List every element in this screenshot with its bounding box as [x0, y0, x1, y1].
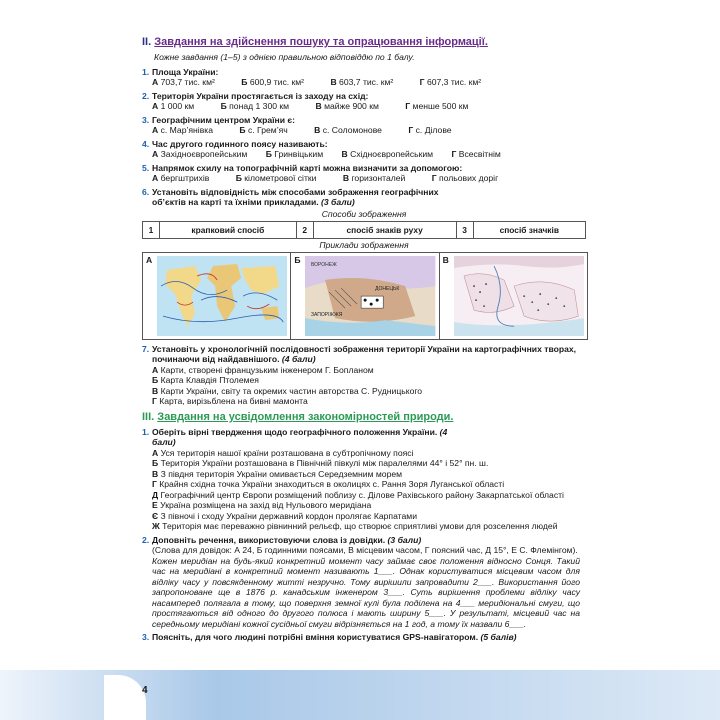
question-3-1: 1. Оберіть вірні твердження щодо географічного положення України. (4 бали) А Уся територія нашої країни розташована в субтропічному поясі Б Територія України розташована в Північній півкулі між паралелями 44° і 52° пн. ш. В З півдня територія України омивається Середземним морем Г Крайня східна точка України знаходиться в околицях с. Рання Зоря Луганської області Д Географічний центр Європи розміщений поблизу с. Ділове Рахівського району Закарпатської області Е Україна розміщена на захід від Нульового меридіана Є З півночі і сходу України державний кордон пролягає Карпатами Ж Територія має переважно рівнинний рельєф, що створює сприятливі умови для розселення людей — [142, 427, 580, 532]
map-examples — [142, 252, 588, 340]
question-2: 2. Територія України простягається із заходу на схід: А 1 000 км Б понад 1 300 км В майже 900 км Г менше 500 км — [142, 91, 580, 112]
map-example-b: Б ВОРОНЕЖ ДОНЕЦЬК ЗАПОРІЖЖЯ — [291, 253, 439, 339]
examples-caption: Приклади зображення — [319, 240, 409, 251]
section-2-title: II. Завдання на здійснення пошуку та опрацювання інформації. — [142, 36, 488, 48]
question-7-items: А Карти, створені французьким інженером Г. Бопланом Б Карта Клавдія Птолемея В Карти України, світу та окремих частин авторства С. Рудницького Г Карта, вирізьблена на бивні мамонта — [152, 364, 423, 407]
donetsk-region-map — [305, 256, 435, 336]
map-example-c: В — [440, 253, 587, 339]
question-7: 7. Установіть у хронологічній послідовності зображення території України на картографічних творах, починаючи від найдавнішого. (4 бали) А Карти, створені французьким інженером Г. Бопланом Б Карта Клавдія Птолемея В Карти України, світу та окремих частин авторства С. Рудницького Г Карта, вирізьблена на бивні мамонта — [142, 344, 580, 407]
question-1-options: А 703,7 тис. км² Б 600,9 тис. км² В 603,7 тис. км² Г 607,3 тис. км² — [152, 77, 482, 88]
question-3-options: А с. Мар’янівка Б с. Грем’яч В с. Соломонове Г с. Ділове — [152, 125, 452, 136]
methods-table: 1 крапковий спосіб 2 спосіб знаків руху 3 спосіб значків — [142, 221, 586, 239]
svg-text:ЗАПОРІЖЖЯ: ЗАПОРІЖЖЯ — [311, 311, 343, 318]
question-3-2-words: (Слова для довідок: А 24, Б годинними поясами, В місцевим часом, Г поясний час, Д 15°, Е С. Флемінгом). — [152, 545, 578, 556]
svg-text:ВОРОНЕЖ: ВОРОНЕЖ — [311, 261, 338, 268]
dot-density-map — [454, 256, 584, 336]
question-2-options: А 1 000 км Б понад 1 300 км В майже 900 км Г менше 500 км — [152, 101, 469, 112]
methods-caption: Способи зображення — [321, 208, 407, 219]
page-number: 4 — [104, 675, 146, 720]
question-3-1-items: А Уся територія нашої країни розташована в субтропічному поясі Б Територія України розташована в Північній півкулі між паралелями 44° і 52° пн. ш. В З півдня територія України омивається Середземним морем Г Крайня східна точка України знаходиться в околицях с. Рання Зоря Луганської області Д Географічний центр Європи розміщений поблизу с. Ділове Рахівського району Закарпатської області Е Україна розміщена на захід від Нульового меридіана Є З півночі і сходу України державний кордон пролягає Карпатами Ж Територія має переважно рівнинний рельєф, що створює сприятливі умови для розселення людей — [152, 447, 564, 532]
question-5: 5. Напрямок схилу на топографічній карті можна визначити за допомогою: А бергштрихів Б кілометрової сітки В горизонталей Г польових доріг — [142, 163, 580, 184]
section-2-intro: Кожне завдання (1–5) з однією правильною відповіддю по 1 балу. — [154, 52, 415, 63]
world-currents-map — [157, 256, 287, 336]
content — [142, 36, 580, 646]
section-3-title: III. Завдання на усвідомлення закономірностей природи. — [142, 410, 454, 423]
question-3-2-paragraph: Кожен меридіан на будь-який конкретний момент часу займає своє положення відносно Сонця. Такий час на меридіані в конкретний момент називають 1___. Однак користуватися місцевим часом для відліку часу у повсякденному житті незручно. Тому вирішили запровадити 2___. Використання його запропоноване ще в 1876 р. канадським інженером 3___. Суть вирішення проблеми відліку часу насамперед полягала в тому, що поверхня земної кулі була поділена на 4___ меридіональні смуги, що простягаються від одного до другого полюса і мають ширину 5___. У результаті, місцевий час на середньому меридіані кожної сусідньої смуги відрізняється на 1 год, а тому їх назвали 6___. — [152, 555, 580, 629]
question-3-3: 3. Поясніть, для чого людині потрібні вміння користуватися GPS-навігатором. (5 балів) — [142, 632, 517, 643]
question-4-options: А Західноєвропейським Б Гринвіцьким В Східноєвропейським Г Всесвітнім — [152, 149, 501, 160]
question-1: 1. Площа України: А 703,7 тис. км² Б 600,9 тис. км² В 603,7 тис. км² Г 607,3 тис. км² — [142, 67, 580, 88]
svg-text:ДОНЕЦЬК: ДОНЕЦЬК — [375, 285, 400, 292]
question-6: 6. Установіть відповідність між способами зображення географічних об’єктів на карті та їхніми прикладами. (3 бали) Способи зображення 1 крапковий спосіб 2 спосіб знаків руху 3 спосіб значків Приклади зображення А Б ВОРОНЕЖ ДОНЕЦЬК ЗАПОРІЖЖЯ В — [142, 187, 580, 340]
question-4: 4. Час другого годинного поясу називають: А Західноєвропейським Б Гринвіцьким В Східноєвропейським Г Всесвітнім — [142, 139, 580, 160]
question-3-2: 2. Доповніть речення, використовуючи слова із довідки. (3 бали) (Слова для довідок: А 24, Б годинними поясами, В місцевим часом, Г поясний час, Д 15°, Е С. Флемінгом). Кожен меридіан на будь-який конкретний момент часу займає своє положення відносно Сонця. Такий час на меридіані в конкретний момент називають 1___. Однак користуватися місцевим часом для відліку часу у повсякденному житті незручно. Тому вирішили запровадити 2___. Використання його запропоноване ще в 1876 р. канадським інженером 3___. Суть вирішення проблеми відліку часу насамперед полягала в тому, що поверхня земної кулі була поділена на 4___ меридіональні смуги, що простягаються від одного до другого полюса і мають ширину 5___. У результаті, місцевий час на середньому меридіані кожної сусідньої смуги відрізняється на 1 год, а тому їх назвали 6___. — [142, 534, 580, 629]
question-5-options: А бергштрихів Б кілометрової сітки В горизонталей Г польових доріг — [152, 173, 499, 184]
question-3: 3. Географічним центром України є: А с. Мар’янівка Б с. Грем’яч В с. Соломонове Г с. Ділове — [142, 115, 580, 136]
map-example-a: А — [143, 253, 291, 339]
